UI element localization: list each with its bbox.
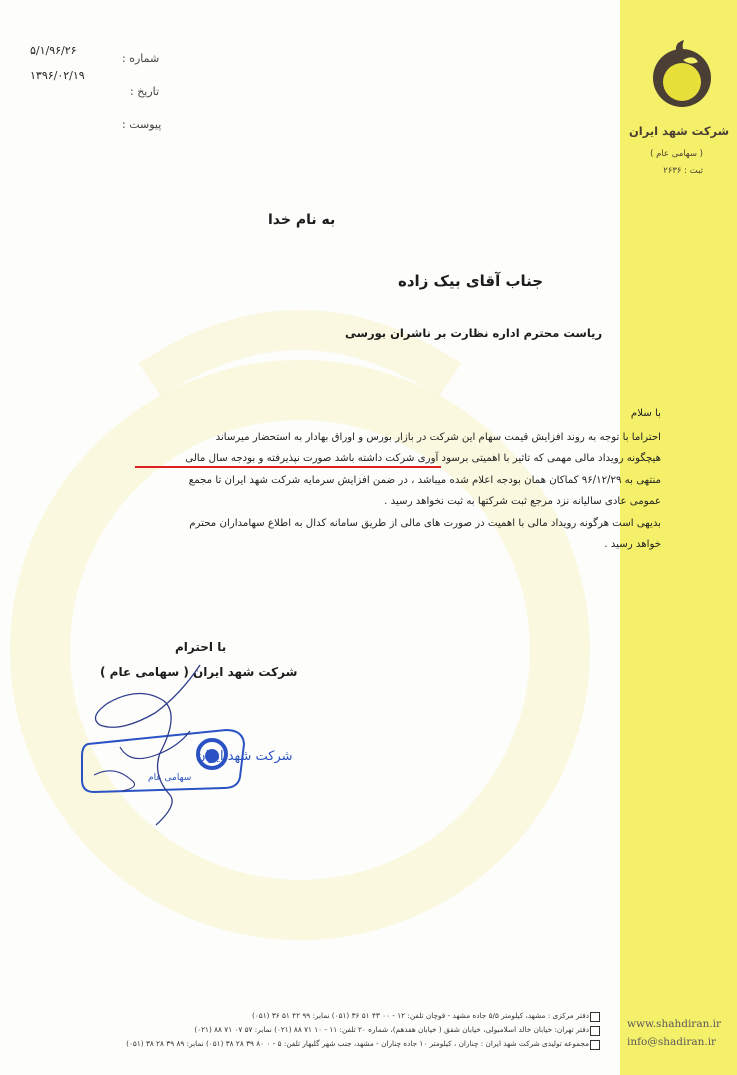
footer-checkbox-3: [590, 1040, 600, 1050]
signature: [60, 655, 280, 830]
highlight-underline: [135, 466, 441, 468]
footer-line-1: دفتر مرکزی : مشهد، کیلومتر ۵/۵ جاده مشهد - قوچان تلفن: ۱۲ - ۰۰ ۴۳ ۵۱ ۳۶ (۰۵۱) نمابر: ۹۹ ۴۲ ۵۱ ۳۶ (۰۵۱): [252, 1011, 589, 1020]
number-value: ۵/۱/۹۶/۲۶: [30, 44, 77, 57]
date-value: ۱۳۹۶/۰۲/۱۹: [30, 69, 85, 82]
footer-checkbox-1: [590, 1012, 600, 1022]
body-line-6: خواهد رسید .: [604, 539, 661, 550]
body-line-3: منتهی به ۹۶/۱۲/۲۹ کماکان همان بودجه اعلام شده میباشد ، در ضمن افزایش سرمایه شرکت شهد ایران تا مجمع: [188, 475, 661, 486]
sidebar-company-type: ( سهامی عام ): [650, 149, 703, 159]
body-line-5: بدیهی است هرگونه رویداد مالی با اهمیت در صورت های مالی از طریق سامانه کدال به اطلاع سهامداران محترم: [189, 518, 661, 529]
stamp-line1: شرکت شهد ایران: [196, 749, 293, 764]
greeting: با سلام: [630, 408, 661, 419]
sidebar-registration: ثبت : ۲۶۳۶: [663, 166, 703, 176]
number-label: شماره :: [122, 52, 160, 65]
sidebar-company-name: شرکت شهد ایران: [628, 124, 729, 138]
watermark-logo: [0, 260, 620, 1020]
footer-line-2: دفتر تهران: خیابان خالد اسلامبولی، خیابان شفق ( خیابان هفدهم)، شماره ۲۰ تلفن: ۱۱ - ۱۰ ۷۱ ۸۸ (۰۲۱) نمابر: ۵۷ ۰۷ ۷۱ ۸۸ (۰۲۱): [194, 1025, 589, 1034]
signatory: شرکت شهد ایران ( سهامی عام ): [100, 665, 298, 679]
date-label: تاریخ :: [130, 85, 160, 98]
recipient-title: ریاست محترم اداره نظارت بر ناشران بورسی: [345, 326, 603, 340]
footer-line-3: مجموعه تولیدی شرکت شهد ایران : چناران ، کیلومتر ۱۰ جاده چناران - مشهد، جنب شهر گلبهار تلفن: ۵ - ۰ ۸۰ ۳۹ ۲۸ ۳۸ (۰۵۱) نمابر: ۸۹ ۳۹ ۲۸ ۳۸ (۰۵۱): [126, 1039, 589, 1048]
email-link[interactable]: info@shadiran.ir: [627, 1036, 717, 1048]
body-line-4: عمومی عادی سالیانه نزد مرجع ثبت شرکتها به ثبت نخواهد رسید .: [384, 496, 661, 507]
stamp-line2: سهامی عام: [148, 773, 192, 783]
website-link[interactable]: www.shahdiran.ir: [627, 1018, 722, 1030]
body-line-2: هیچگونه رویداد مالی مهمی که تاثیر با اهمیتی برسود آوری شرکت داشته باشد صورت نپذیرفته و بودجه سال مالی: [185, 453, 661, 464]
basmala: به نام خدا: [268, 212, 336, 228]
attachment-label: پیوست :: [122, 118, 162, 131]
closing: با احترام: [175, 640, 227, 654]
body-line-1: احتراما با توجه به روند افزایش قیمت سهام این شرکت در بازار بورس و اوراق بهادار به استحضار میرساند: [215, 432, 661, 443]
recipient-name: جناب آقای بیک زاده: [398, 272, 544, 290]
company-logo: [650, 38, 714, 110]
footer-checkbox-2: [590, 1026, 600, 1036]
